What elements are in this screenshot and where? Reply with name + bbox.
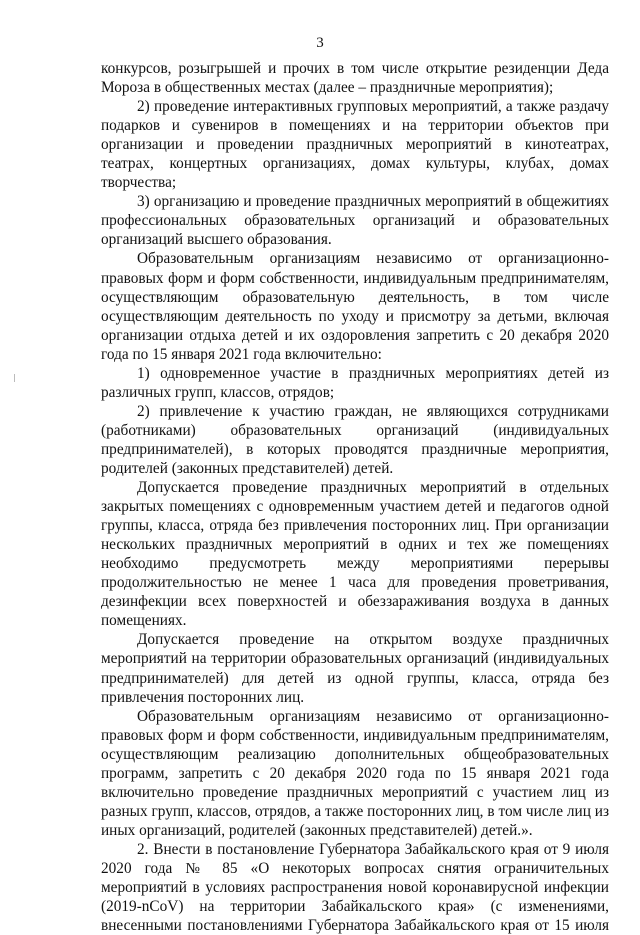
paragraph-9: Образовательным организациям независимо от организационно-правовых форм и форм собственности, индивидуальным предпринимателям, осуществляющим реализацию дополнительных общеобразовательных программ, запретить с 20 декабря 2020 года по 15 января 2021 года включительно проведение праздничных мероприятий с участием лиц из разных групп, классов, отрядов, а также посторонних лиц, в том числе лиц из иных организаций, родителей (законных представителей) детей.». [101, 707, 609, 839]
margin-mark [14, 374, 15, 382]
paragraph-8: Допускается проведение на открытом воздухе праздничных мероприятий на территории образовательных организаций (индивидуальных предпринимателей) для детей из одной группы, класса, отряда без привлечения посторонних лиц. [101, 631, 609, 706]
page-number: 3 [316, 35, 324, 51]
paragraph-3: 3) организацию и проведение праздничных мероприятий в общежитиях профессиональных образовательных организаций и образовательных организаций высшего образования. [101, 193, 609, 249]
paragraph-4: Образовательным организациям независимо от организационно-правовых форм и форм собственности, индивидуальным предпринимателям, осуществляющим образовательную деятельность, в том числе осуществляющим деятельность по уходу и присмотру за детьми, включая организации отдыха детей и их оздоровления запретить с 20 декабря 2020 года по 15 января 2021 года включительно: [101, 250, 609, 363]
paragraph-2: 2) проведение интерактивных групповых мероприятий, а также раздачу подарков и сувениров в помещениях и на территории объектов при организации и проведении праздничных мероприятий в кинотеатрах, театрах, концертных организациях, домах культуры, клубах, домах творчества; [101, 98, 609, 192]
paragraph-6: 2) привлечение к участию граждан, не являющихся сотрудниками (работниками) образовательных организаций (индивидуальных предпринимателей), в которых проводятся праздничные мероприятия, родителей (законных представителей) детей. [101, 402, 609, 477]
paragraph-10: 2. Внести в постановление Губернатора Забайкальского края от 9 июля 2020 года № 85 «О некоторых вопросах снятия ограничительных мероприятий в условиях распространения новой коронавирусной инфекции (2019-nCoV) на территории Забайкальского края» (с изменениями, внесенными постановлениями Губернатора Забайкальского края от 15 июля [101, 840, 609, 935]
paragraph-5: 1) одновременное участие в праздничных мероприятиях детей из различных групп, классов, отрядов; [101, 364, 609, 401]
paragraph-1: конкурсов, розыгрышей и прочих в том числе открытие резиденции Деда Мороза в общественных местах (далее – праздничные мероприятия); [101, 60, 609, 97]
paragraph-7: Допускается проведение праздничных мероприятий в отдельных закрытых помещениях с одновременным участием детей и педагогов одной группы, класса, отряда без привлечения посторонних лиц. При организации нескольких праздничных мероприятий в одних и тех же помещениях необходимо предусмотреть между мероприятиями перерывы продолжительностью не менее 1 часа для проведения проветривания, дезинфекции всех поверхностей и обеззараживания воздуха в данных помещениях. [101, 479, 609, 630]
document-body [101, 59, 609, 935]
